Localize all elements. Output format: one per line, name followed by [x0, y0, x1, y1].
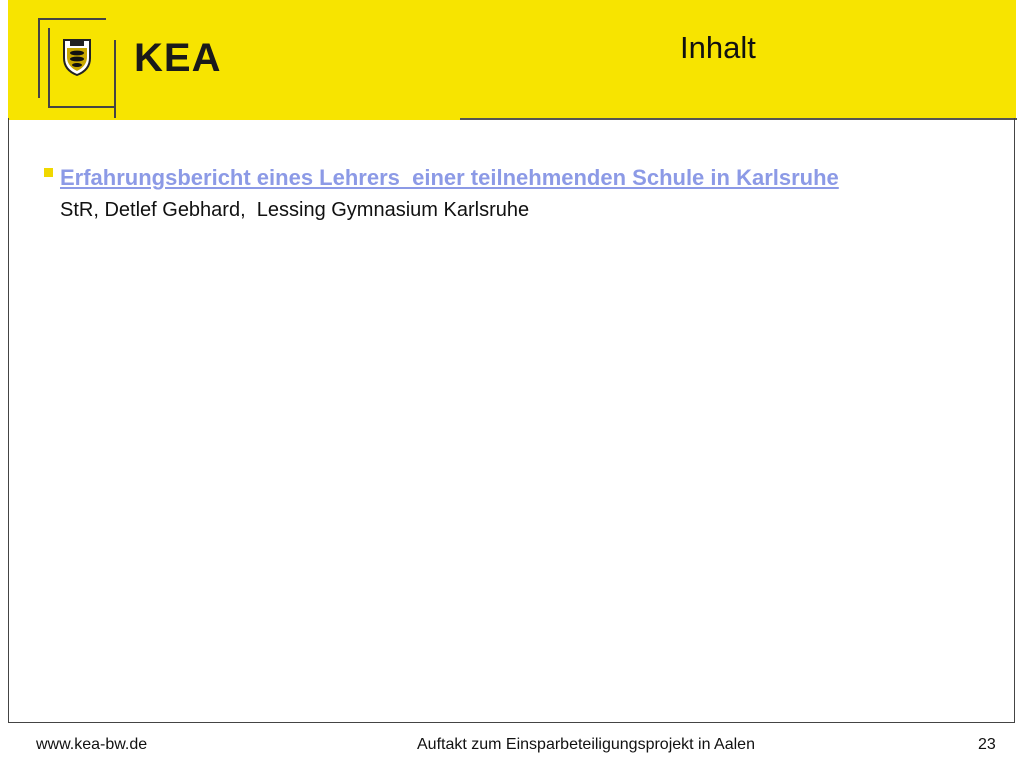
speaker-info: StR, Detlef Gebhard, Lessing Gymnasium Karlsruhe: [60, 199, 530, 221]
page-number: 23: [978, 736, 996, 753]
footer-url: www.kea-bw.de: [36, 736, 148, 753]
coat-of-arms-icon: [62, 38, 92, 76]
page-title: Inhalt: [680, 30, 756, 65]
footer-caption: Auftakt zum Einsparbeteiligungsprojekt in Aalen: [417, 736, 755, 753]
brand-logo-text: KEA: [134, 36, 222, 80]
report-link[interactable]: Erfahrungsbericht eines Lehrers einer teilnehmenden Schule in Karlsruhe: [60, 165, 839, 190]
bullet-marker: [44, 168, 53, 177]
